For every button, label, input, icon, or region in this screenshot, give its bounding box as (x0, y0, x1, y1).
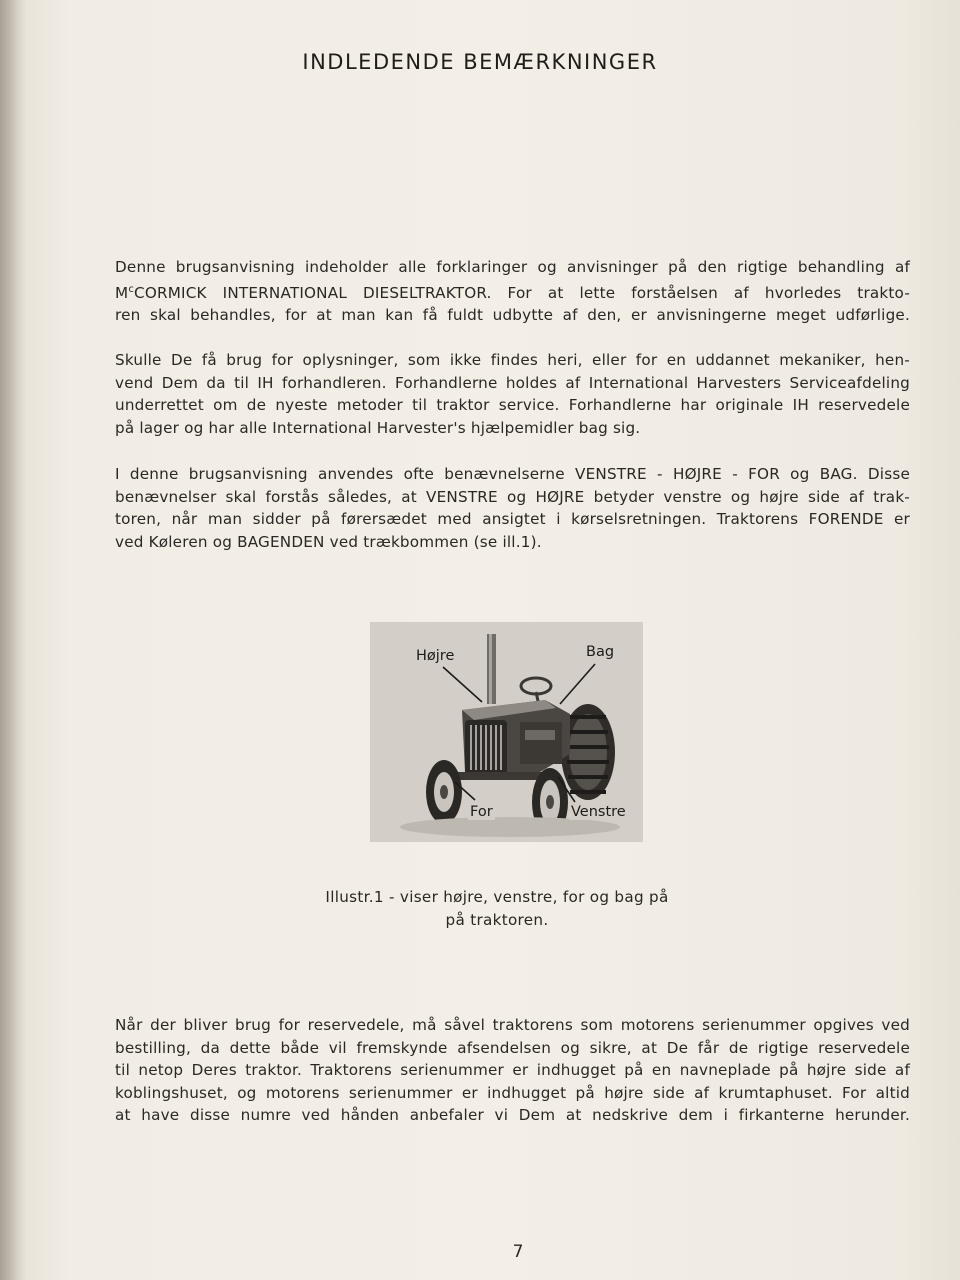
directions-line-3: toren, når man sidder på førersædet med ansigtet i kørselsretningen. Traktorens FORENDE er (115, 510, 910, 529)
book-spine-shadow (0, 0, 26, 1280)
tractor-illustration (370, 622, 643, 842)
label-front: For (470, 804, 493, 820)
page-title: INDLEDENDE BEMÆRKNINGER (302, 50, 658, 74)
caption-line-1: Illustr.1 - viser højre, venstre, for og bag på (325, 888, 669, 906)
page-number: 7 (512, 1242, 524, 1262)
directions-line-2: benævnelser skal forstås således, at VENSTRE og HØJRE betyder venstre og højre side af trak- (115, 487, 910, 506)
directions-line-4: ved Køleren og BAGENDEN ved trækbommen (se ill.1). (115, 532, 542, 551)
dealer-line-1: Skulle De få brug for oplysninger, som ikke findes heri, eller for en uddannet mekaniker, hen- (115, 351, 910, 369)
label-right: Højre (416, 648, 455, 664)
dealer-line-2: vend Dem da til IH forhandleren. Forhandlerne holdes af International Harvesters Serviceafdeling (115, 373, 910, 392)
spare-parts-line-4: koblingshuset, og motorens serienummer er indhugget på højre side af krumtaphuset. For altid (115, 1083, 910, 1102)
dealer-paragraph (115, 349, 910, 439)
dealer-line-4: på lager og har alle International Harvester's hjælpemidler bag sig. (115, 418, 641, 437)
label-back: Bag (586, 644, 615, 660)
spare-parts-line-2: bestilling, da dette både vil fremskynde afsendelsen og sikre, at De får de rigtige reservedele (115, 1038, 910, 1057)
figure-caption (0, 886, 960, 932)
spare-parts-line-1: Når der bliver brug for reservedele, må såvel traktorens som motorens serienummer opgives ved (115, 1016, 910, 1034)
intro-line-3: ren skal behandles, for at man kan få fuldt udbytte af den, er anvisningerne meget udførlige. (115, 306, 910, 325)
intro-paragraph (115, 256, 910, 327)
directions-line-1: I denne brugsanvisning anvendes ofte benævnelserne VENSTRE - HØJRE - FOR og BAG. Disse (115, 465, 910, 483)
spare-parts-line-5: at have disse numre ved hånden anbefaler vi Dem at nedskrive dem i firkanterne herunder. (115, 1106, 910, 1125)
intro-line-2: $M^cCORMICK$ INTERNATIONAL DIESELTRAKTOR. For at lette forståelsen af hvorledes trakto- (115, 283, 910, 302)
spare-parts-line-3: til netop Deres traktor. Traktorens serienummer er indhugget på en navneplade på højre side af (115, 1061, 910, 1080)
label-left: Venstre (571, 804, 626, 820)
spare-parts-paragraph (115, 1014, 910, 1127)
intro-line-1: Denne brugsanvisning indeholder alle forklaringer og anvisninger på den rigtige behandling af (115, 258, 910, 276)
caption-line-2: på traktoren. (445, 911, 549, 929)
directions-paragraph (115, 463, 910, 553)
dealer-line-3: underrettet om de nyeste metoder til traktor service. Forhandlerne har originale IH reservedele (115, 396, 910, 415)
